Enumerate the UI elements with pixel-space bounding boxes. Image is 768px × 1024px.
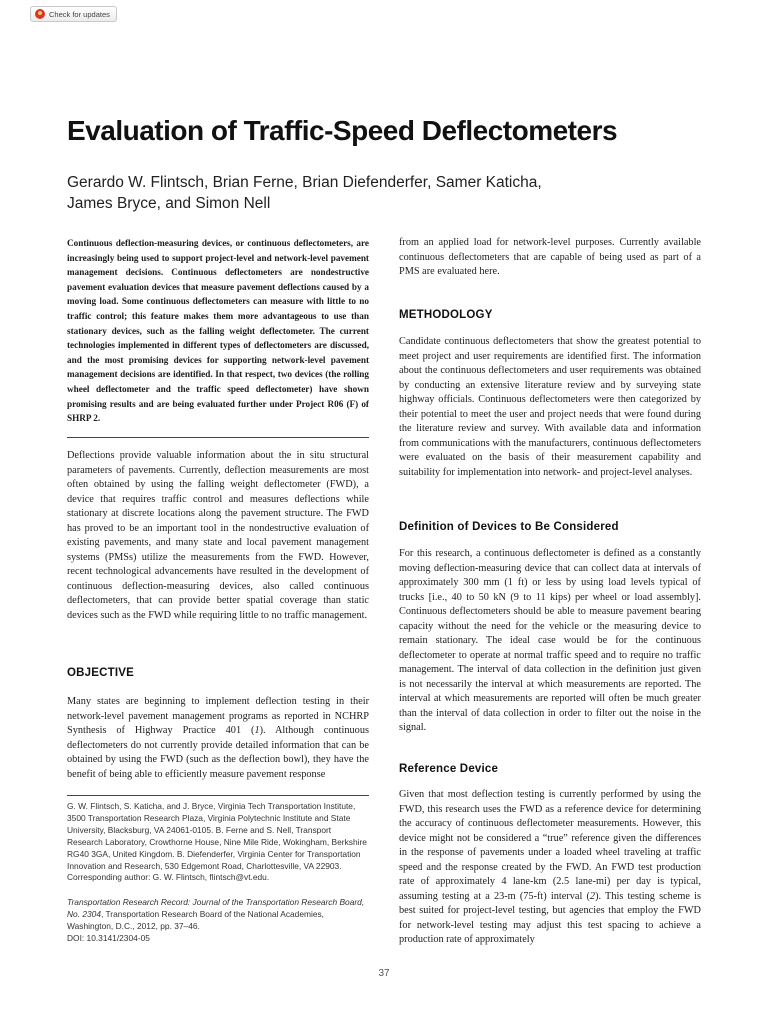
objective-text-a: Many states are beginning to implement deflection testing in their network-level pavement management programs as reported in NCHRP Synthesis of Highway Practice 401 ( — [67, 696, 369, 736]
check-for-updates-badge[interactable] — [30, 6, 117, 22]
methodology-heading: METHODOLOGY — [399, 309, 493, 321]
author-list — [67, 172, 587, 214]
reference-text-a: Given that most deflection testing is currently performed by using the FWD, this research uses the FWD as a reference device for determining the accuracy of continuous deflectometer measurements. However, this device might not be considered a “true” reference given the differences in the response of pavements under a loaded wheel traveling at traffic speed and the response created by the FWD. An FWD test production rate of approximately 4 lane-km (2.5 lane-mi) per day is typical, assuming testing at a 23-m (75-ft) interval ( — [399, 789, 701, 902]
journal-name: Transportation Research Record: Journal of the Transportation Research Board, No. 2304 — [67, 897, 365, 919]
journal-details: , Transportation Research Board of the National Academies, Washington, D.C., 2012, pp. 37–46. — [67, 908, 324, 931]
objective-text — [67, 695, 369, 782]
citation-ref: 2 — [589, 890, 596, 902]
paper-title: Evaluation of Traffic-Speed Deflectometers — [67, 115, 618, 146]
reference-device-heading: Reference Device — [399, 763, 499, 775]
author-affiliations: G. W. Flintsch, S. Katicha, and J. Bryce, Virginia Tech Transportation Institute, 3500 Transportation Research Plaza, Virginia Polytechnic Institute and State University, Blacksburg, VA 24061-0105. B. Ferne and S. Nell, Transport Research Laboratory, Crowthorne House, Nine Mile Ride, Wokingham, Berkshire RG40 3GA, United Kingdom. B. Diefenderfer, Virginia Center for Transportation Innovation and Research, 530 Edgemont Road, Charlottesville, VA 22903. Corresponding author: G. W. Flintsch, flintsch@vt.edu. — [67, 801, 367, 883]
author-line-2: James Bryce, and Simon Nell — [67, 195, 271, 212]
objective-continued-text: from an applied load for network-level purposes. Currently available continuous deflectometers that are capable of being used as part of a PMS are evaluated here. — [399, 237, 701, 277]
introduction — [67, 449, 369, 623]
doi: DOI: 10.3141/2304-05 — [67, 932, 150, 943]
objective-heading: OBJECTIVE — [67, 667, 134, 679]
reference-device-text — [399, 788, 701, 948]
methodology-text: Candidate continuous deflectometers that show the greatest potential to meet project and user requirements are identified first. The information about the continuous deflectometers and user requirements was obtained by conducting an extensive literature review and by surveying state highway officials. Continuous deflectometers were then categorized by their potential to meet the user and project needs that were found during the literature review and survey. With available data and information from communications with the manufacturers, continuous deflectometers were evaluated on the basis of their measurement capability and suitability for implementation into network- and project-level analyses. — [399, 336, 701, 478]
check-for-updates-label: Check for updates — [49, 9, 110, 19]
definition-heading: Definition of Devices to Be Considered — [399, 521, 619, 533]
definition-section — [399, 547, 701, 736]
crossmark-icon — [35, 9, 45, 19]
reference-device-section — [399, 788, 701, 948]
abstract-divider — [67, 437, 369, 438]
author-line-1: Gerardo W. Flintsch, Brian Ferne, Brian Diefenderfer, Samer Katicha, — [67, 174, 542, 191]
abstract — [67, 236, 369, 426]
introduction-text: Deflections provide valuable information about the in situ structural parameters of pavements. Currently, deflection measurements are most often obtained by using the falling weight deflectometer (FWD), a device that requires traffic control and measures deflections while stationary at discrete locations along the pavement structure. The FWD has proved to be an important tool in the nondestructive evaluation of existing pavements, and many state and local pavement management systems (PMSs) utilize the measurements from the FWD. However, recent technological advancements have resulted in the development of continuous deflection-measuring devices, also called continuous deflectometers, that can provide better spatial coverage than static devices such as the FWD while requiring little to no traffic management. — [67, 450, 369, 621]
journal-citation — [67, 897, 369, 945]
definition-text: For this research, a continuous deflectometer is defined as a constantly moving deflection-measuring device that can collect data at intervals of approximately 300 mm (1 ft) or less by using load levels typical of trucks [i.e., 40 to 50 kN (9 to 11 kips) per wheel or load assembly]. Continuous deflectometers should be able to measure pavement bearing capacity without the need for the vehicle or the measuring device to remain stationary. The ideal case would be for the continuous deflectometer to operate at normal traffic speed and to require no traffic management. The interval of data collection in the definition just given is not necessarily the interval at which measurements are reported. The interval at which measurements are reported will often be much greater than the interval of data collection in order to filter out the noise in the signal. — [399, 548, 701, 733]
objective-continued — [399, 236, 701, 280]
methodology-section — [399, 335, 701, 480]
reference-text-b: ). This testing scheme is best suited for project-level testing, but agencies that employ the FWD for network-level testing may adjust this test spacing to achieve a production rate of approximately — [399, 890, 701, 945]
citation-ref: 1 — [254, 725, 260, 736]
objective-text-b: ). Although continuous deflectometers do not currently provide detailed information that can be obtained by using the FWD (such as the deflection bowl), they have the benefit of being able to efficiently measure pavement response — [67, 725, 369, 780]
page-number: 37 — [378, 968, 390, 979]
footnote-divider — [67, 795, 369, 796]
objective-section — [67, 695, 369, 782]
abstract-text: Continuous deflection-measuring devices, or continuous deflectometers, are increasingly being used to support project-level and network-level pavement management decisions. Continuous deflectometers are nondestructive pavement evaluation devices that measure pavement deflections caused by a moving load. Some continuous deflectometers can measure with little to no traffic control; this feature makes them more advantageous to use than stationary devices, such as the falling weight deflectometer. The current technologies implemented in different types of deflectometers are discussed, and the most promising devices for supporting network-level pavement management decisions are identified. In that respect, two devices (the rolling wheel deflectometer and the traffic speed deflectometer) have shown promising results and are being evaluated further under Project R06 (F) of SHRP 2. — [67, 238, 369, 424]
